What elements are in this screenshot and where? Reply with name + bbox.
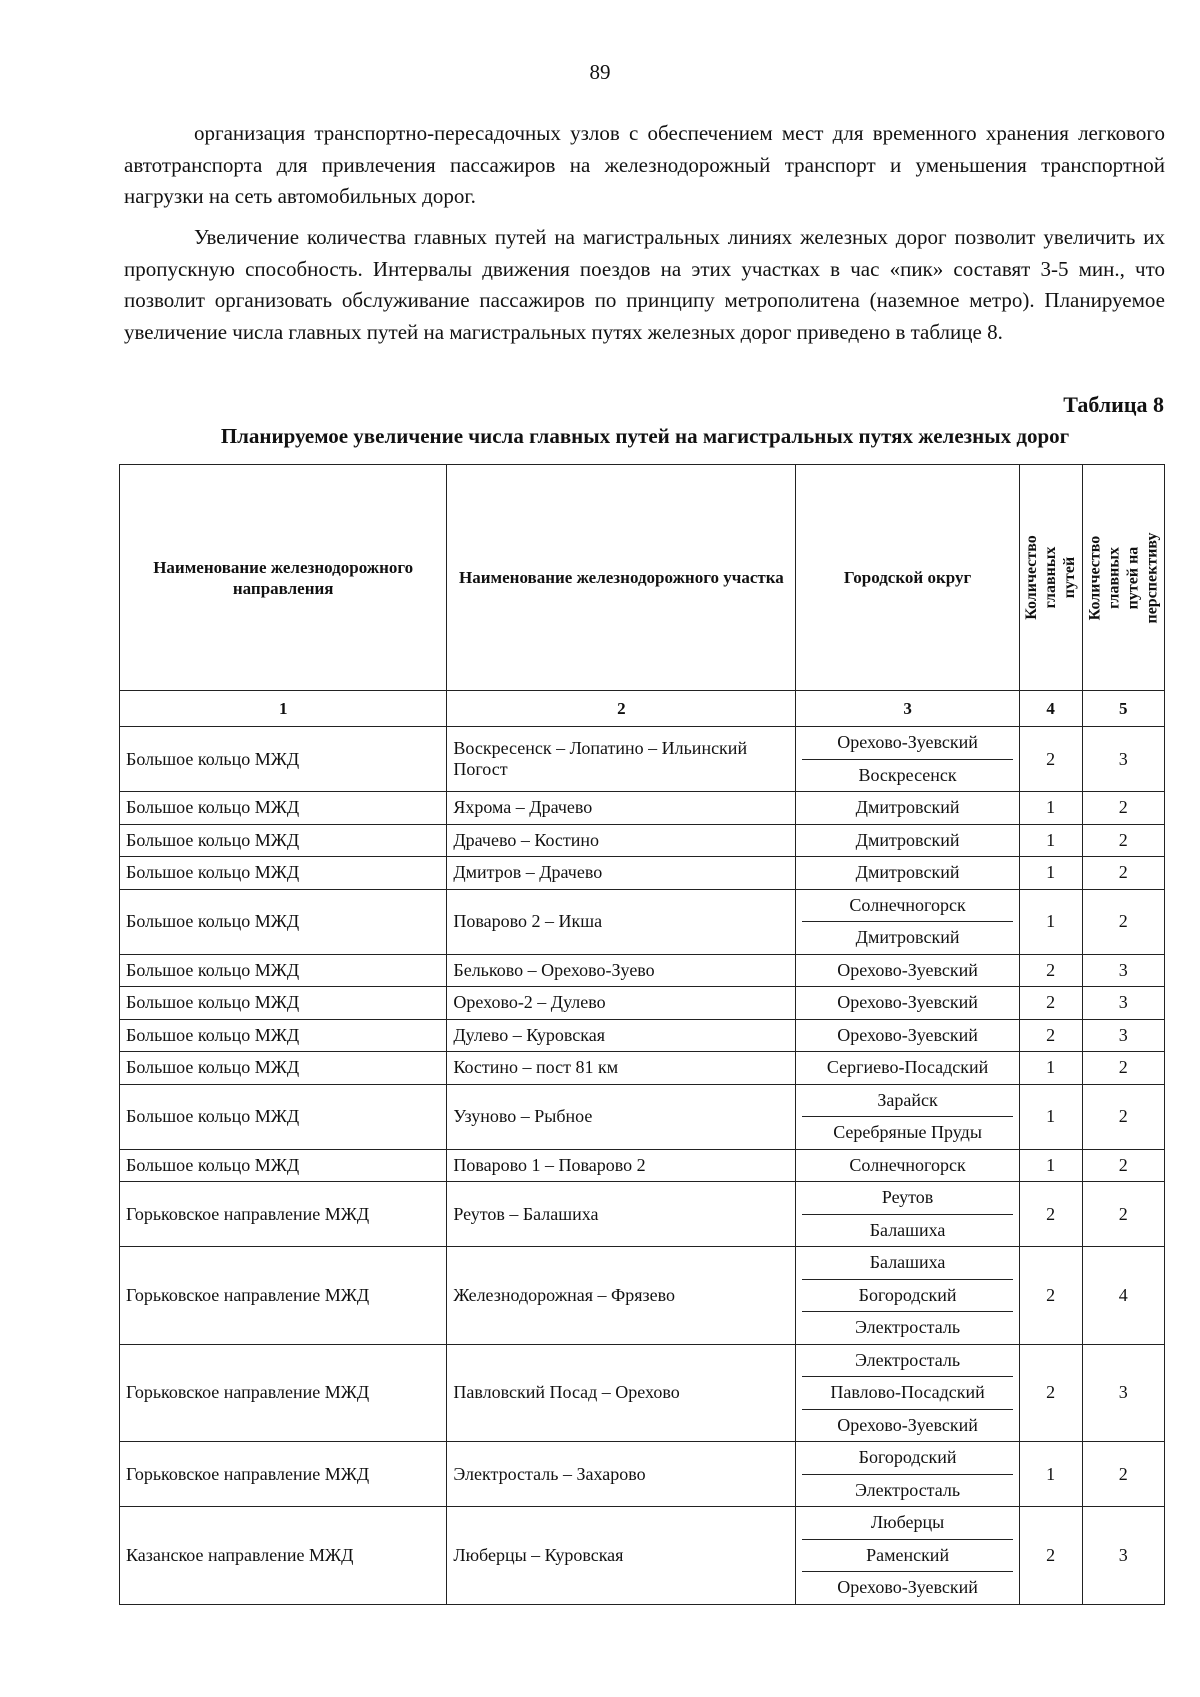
table-row	[120, 1052, 1165, 1085]
tracks-cell: 2	[1019, 987, 1082, 1020]
table-row	[120, 889, 1165, 954]
district-name: Реутов	[881, 1187, 934, 1207]
header-district: Городской округ	[796, 465, 1019, 691]
direction-cell: Большое кольцо МЖД	[120, 954, 447, 987]
table-row	[120, 1344, 1165, 1442]
table-label: Таблица 8	[1063, 392, 1164, 417]
column-number: 3	[796, 691, 1019, 727]
column-number: 5	[1082, 691, 1164, 727]
tracks-cell: 2	[1019, 1344, 1082, 1442]
table-header-row	[120, 465, 1165, 691]
district-cell	[796, 954, 1019, 987]
direction-cell: Большое кольцо МЖД	[120, 1019, 447, 1052]
column-number: 4	[1019, 691, 1082, 727]
table-title: Планируемое увеличение числа главных путей на магистральных путях железных дорог	[220, 424, 1070, 448]
district-name: Павлово-Посадский	[802, 1376, 1012, 1409]
tracks-future-cell: 2	[1082, 1149, 1164, 1182]
tracks-future-cell: 3	[1082, 1344, 1164, 1442]
district-cell	[796, 1247, 1019, 1345]
district-cell	[796, 1019, 1019, 1052]
column-number: 1	[120, 691, 447, 727]
tracks-cell: 1	[1019, 889, 1082, 954]
district-cell	[796, 1442, 1019, 1507]
header-direction: Наименование железнодорожного направления	[120, 465, 447, 691]
direction-cell: Горьковское направление МЖД	[120, 1442, 447, 1507]
direction-cell: Большое кольцо МЖД	[120, 824, 447, 857]
tracks-future-cell: 2	[1082, 857, 1164, 890]
section-cell: Дмитров – Драчево	[447, 857, 796, 890]
direction-cell: Горьковское направление МЖД	[120, 1344, 447, 1442]
tracks-future-cell: 4	[1082, 1247, 1164, 1345]
tracks-cell: 2	[1019, 1247, 1082, 1345]
tracks-cell: 1	[1019, 1149, 1082, 1182]
district-cell	[796, 727, 1019, 792]
tracks-future-cell: 3	[1082, 1507, 1164, 1605]
district-name: Орехово-Зуевский	[837, 992, 978, 1012]
table-row	[120, 1084, 1165, 1149]
direction-cell: Горьковское направление МЖД	[120, 1182, 447, 1247]
district-name: Сергиево-Посадский	[826, 1057, 989, 1077]
section-cell: Костино – пост 81 км	[447, 1052, 796, 1085]
section-cell: Орехово-2 – Дулево	[447, 987, 796, 1020]
tracks-future-cell: 3	[1082, 954, 1164, 987]
direction-cell: Казанское направление МЖД	[120, 1507, 447, 1605]
section-cell: Бельково – Орехово-Зуево	[447, 954, 796, 987]
district-name: Электросталь	[802, 1311, 1012, 1344]
district-name: Электросталь	[855, 1349, 961, 1370]
district-name: Орехово-Зуевский	[802, 1571, 1012, 1604]
district-cell	[796, 1344, 1019, 1442]
section-cell: Драчево – Костино	[447, 824, 796, 857]
table-body	[120, 727, 1165, 1605]
paragraph-2: Увеличение количества главных путей на магистральных линиях железных дорог позволит увеличить их пропускную способность. Интервалы движения поездов на этих участках в час «пик» составят 3-5 мин., что позволит организовать обслуживание пассажиров по принципу метрополитена (наземное метро). Планируемое увеличение числа главных путей на магистральных путях железных дорог приведено в таблице 8.	[124, 225, 1165, 344]
district-cell	[796, 1084, 1019, 1149]
tracks-future-cell: 2	[1082, 1052, 1164, 1085]
direction-cell: Большое кольцо МЖД	[120, 889, 447, 954]
tracks-cell: 1	[1019, 857, 1082, 890]
tracks-cell: 2	[1019, 1182, 1082, 1247]
direction-cell: Большое кольцо МЖД	[120, 987, 447, 1020]
district-name: Дмитровский	[855, 829, 960, 850]
district-cell	[796, 1507, 1019, 1605]
district-name: Балашиха	[869, 1252, 946, 1272]
tracks-cell: 1	[1019, 824, 1082, 857]
page-number: 89	[589, 60, 611, 84]
tracks-cell: 2	[1019, 1019, 1082, 1052]
table-row	[120, 1019, 1165, 1052]
tracks-cell: 1	[1019, 1052, 1082, 1085]
section-cell: Люберцы – Куровская	[447, 1507, 796, 1605]
table-row	[120, 1247, 1165, 1345]
section-cell: Узуново – Рыбное	[447, 1084, 796, 1149]
table-row	[120, 987, 1165, 1020]
district-name: Электросталь	[802, 1474, 1012, 1507]
tracks-future-cell: 3	[1082, 727, 1164, 792]
tracks-future-cell: 3	[1082, 1019, 1164, 1052]
table-row	[120, 1149, 1165, 1182]
district-name: Богородский	[802, 1279, 1012, 1312]
direction-cell: Горьковское направление МЖД	[120, 1247, 447, 1345]
column-numbers-row	[120, 691, 1165, 727]
district-name: Дмитровский	[802, 921, 1012, 954]
district-name: Орехово-Зуевский	[837, 1024, 978, 1045]
district-cell	[796, 1182, 1019, 1247]
district-cell	[796, 824, 1019, 857]
district-cell	[796, 889, 1019, 954]
district-name: Зарайск	[877, 1089, 938, 1110]
header-tracks-future-label: Количество главных путей на перспективу	[1086, 531, 1161, 624]
district-name: Солнечногорск	[849, 1154, 966, 1175]
direction-cell: Большое кольцо МЖД	[120, 727, 447, 792]
section-cell: Поварово 1 – Поварово 2	[447, 1149, 796, 1182]
table-row	[120, 954, 1165, 987]
section-cell: Реутов – Балашиха	[447, 1182, 796, 1247]
district-name: Дмитровский	[855, 797, 960, 817]
section-cell: Воскресенск – Лопатино – Ильинский Погост	[447, 727, 796, 792]
direction-cell: Большое кольцо МЖД	[120, 857, 447, 890]
district-name: Раменский	[802, 1539, 1012, 1572]
direction-cell: Большое кольцо МЖД	[120, 792, 447, 825]
district-name: Солнечногорск	[849, 894, 966, 915]
section-cell: Павловский Посад – Орехово	[447, 1344, 796, 1442]
tracks-future-cell: 2	[1082, 824, 1164, 857]
district-name: Орехово-Зуевский	[837, 732, 978, 752]
section-cell: Железнодорожная – Фрязево	[447, 1247, 796, 1345]
district-name: Балашиха	[802, 1214, 1012, 1247]
tracks-table	[119, 464, 1165, 1605]
table-row	[120, 1442, 1165, 1507]
district-name: Серебряные Пруды	[802, 1116, 1012, 1149]
table-row	[120, 1182, 1165, 1247]
section-cell: Электросталь – Захарово	[447, 1442, 796, 1507]
district-cell	[796, 987, 1019, 1020]
section-cell: Поварово 2 – Икша	[447, 889, 796, 954]
section-cell: Дулево – Куровская	[447, 1019, 796, 1052]
header-tracks-future	[1082, 465, 1164, 691]
tracks-cell: 2	[1019, 954, 1082, 987]
district-cell	[796, 1052, 1019, 1085]
header-tracks-label: Количество главных путей	[1023, 535, 1079, 620]
district-name: Воскресенск	[802, 759, 1012, 792]
direction-cell: Большое кольцо МЖД	[120, 1149, 447, 1182]
district-name: Богородский	[858, 1447, 957, 1467]
header-section: Наименование железнодорожного участка	[447, 465, 796, 691]
column-number: 2	[447, 691, 796, 727]
tracks-future-cell: 2	[1082, 1182, 1164, 1247]
tracks-cell: 2	[1019, 727, 1082, 792]
table-row	[120, 824, 1165, 857]
tracks-future-cell: 2	[1082, 1084, 1164, 1149]
section-cell: Яхрома – Драчево	[447, 792, 796, 825]
table-row	[120, 857, 1165, 890]
tracks-cell: 2	[1019, 1507, 1082, 1605]
district-cell	[796, 792, 1019, 825]
district-name: Орехово-Зуевский	[837, 959, 978, 980]
district-cell	[796, 857, 1019, 890]
district-name: Дмитровский	[855, 862, 960, 882]
direction-cell: Большое кольцо МЖД	[120, 1052, 447, 1085]
table-row	[120, 792, 1165, 825]
tracks-future-cell: 2	[1082, 889, 1164, 954]
tracks-cell: 1	[1019, 1084, 1082, 1149]
table-row	[120, 1507, 1165, 1605]
direction-cell: Большое кольцо МЖД	[120, 1084, 447, 1149]
district-name: Орехово-Зуевский	[802, 1409, 1012, 1442]
district-name: Люберцы	[870, 1512, 945, 1532]
tracks-future-cell: 3	[1082, 987, 1164, 1020]
header-tracks	[1019, 465, 1082, 691]
tracks-future-cell: 2	[1082, 1442, 1164, 1507]
paragraph-1: организация транспортно-пересадочных узлов с обеспечением мест для временного хранения легкового автотранспорта для привлечения пассажиров на железнодорожный транспорт и уменьшения транспортной нагрузки на сеть автомобильных дорог.	[124, 121, 1165, 208]
tracks-cell: 1	[1019, 792, 1082, 825]
district-cell	[796, 1149, 1019, 1182]
tracks-cell: 1	[1019, 1442, 1082, 1507]
table-row	[120, 727, 1165, 792]
tracks-future-cell: 2	[1082, 792, 1164, 825]
